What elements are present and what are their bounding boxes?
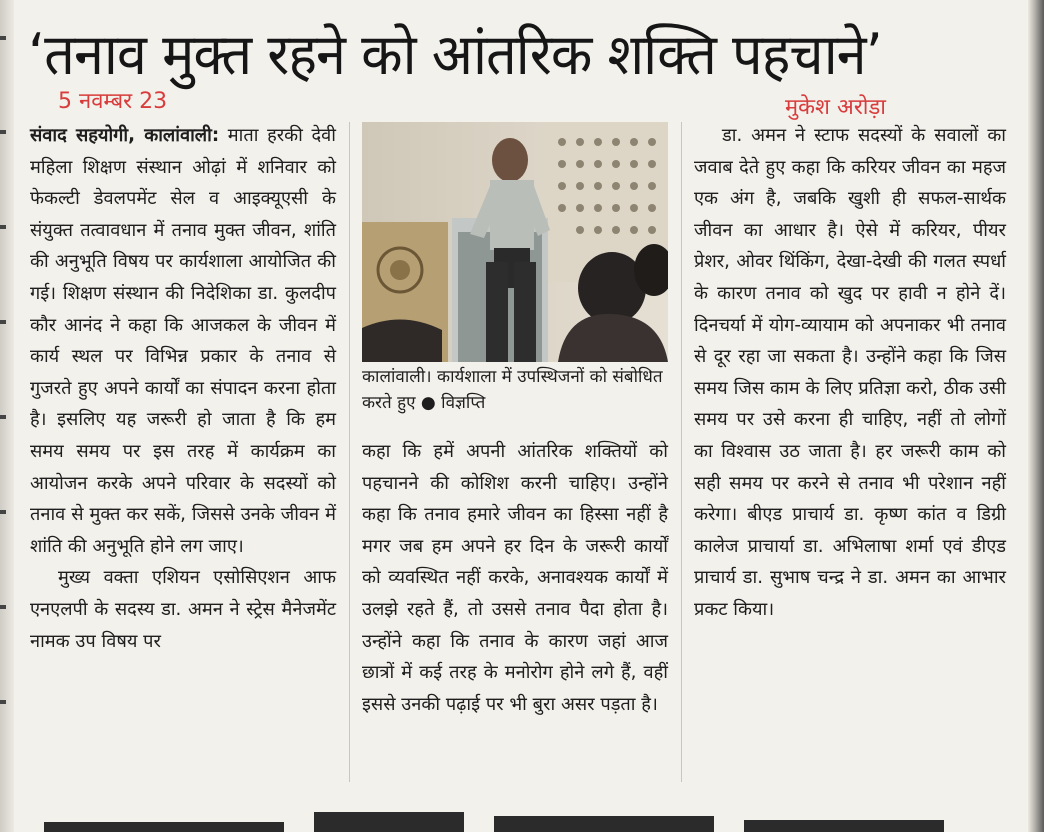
headline: ‘तनाव मुक्त रहने को आंतरिक शक्ति पहचाने’ bbox=[28, 21, 882, 88]
column-divider bbox=[681, 122, 682, 782]
paragraph-2: मुख्य वक्ता एशियन एसोसिएशन आफ एनएलपी के सदस्य डा. अमन ने स्ट्रेस मैनेजमेंट नामक उप विषय पर bbox=[30, 567, 336, 652]
paragraph-4: डा. अमन ने स्टाफ सदस्यों के सवालों का जवाब देते हुए कहा कि करियर जीवन का महज एक अंग है, जबकि खुशी ही सफल-सार्थक जीवन का आधार है। ऐसे में करियर, पीयर प्रेशर, ओवर थिंकिंग, देखा-देखी की गलत स्पर्धा के कारण तनाव को खुद पर हावी न होने दें। दिनचर्या में योग-व्यायाम को अपनाकर भी तनाव से दूर रहा जा सकता है। उन्होंने कहा कि जिस समय जिस काम के लिए प्रतिज्ञा करो, ठीक उसी समय पर उसे करना ही चाहिए, नहीं तो लोगों का विश्वास उठ जाता है। हर जरूरी काम को सही समय पर करने से तनाव भी परेशान नहीं करेगा। बीएड प्राचार्य डा. कृष्ण कांत व डिग्री कालेज प्राचार्या डा. अभिलाषा शर्मा एवं डीएड प्राचार्य डा. सुभाष चन्द्र ने डा. अमन का आभार प्रकट किया। bbox=[694, 125, 1006, 620]
news-photo bbox=[362, 122, 668, 362]
article-column-3 bbox=[694, 120, 1006, 626]
column-divider bbox=[349, 122, 350, 782]
clipping-left-edge bbox=[0, 0, 14, 832]
photo-caption: कालांवाली। कार्यशाला में उपस्थिजनों को संबोधित करते हुए ● विज्ञप्ति bbox=[362, 367, 663, 413]
handwritten-author: मुकेश अरोड़ा bbox=[785, 95, 886, 120]
paragraph-3: कहा कि हमें अपनी आंतरिक शक्तियों को पहचानने की कोशिश करनी चाहिए। उन्होंने कहा कि तनाव हमारे जीवन का हिस्सा नहीं है मगर जब हम अपने हर दिन के जरूरी कार्यों को व्यवस्थित नहीं करके, अनावश्यक कार्यों में उलझे रहते हैं, तो उससे तनाव पैदा होता है। उन्होंने कहा कि तनाव के कारण जहां आज छात्रों में कई तरह के मनोरोग होने लगे हैं, वहीं इससे उनकी पढ़ाई पर भी बुरा असर पड़ता है। bbox=[362, 441, 668, 715]
handwritten-date: 5 नवम्बर 23 bbox=[58, 89, 168, 114]
next-article-cutoff bbox=[14, 800, 1024, 832]
clipping-right-edge bbox=[1028, 0, 1044, 832]
paragraph-1: माता हरकी देवी महिला शिक्षण संस्थान ओढ़ां में शनिवार को फेकल्टी डेवलपमेंट सेल व आइक्यूएसी के संयुक्त तत्वावधान में तनाव मुक्त जीवन, शांति की अनुभूति विषय पर कार्यशाला आयोजित की गई। शिक्षण संस्थान की निदेशिका डा. कुलदीप कौर आनंद ने कहा कि आजकल के जीवन में कार्य स्थल पर विभिन्न प्रकार के तनाव से गुजरते हुए अपने कार्यों का संपादन करना होता है। इसलिए यह जरूरी हो जाता है कि हम समय समय पर इस तरह में कार्यक्रम का आयोजन करके अपने परिवार के सदस्यों को तनाव से मुक्त कर सकें, जिससे उनके जीवन में शांति की अनुभूति होने लग जाए। bbox=[30, 125, 336, 557]
article-column-2 bbox=[362, 436, 668, 720]
article-column-1 bbox=[30, 120, 336, 657]
speaker-photo-illustration bbox=[362, 122, 668, 362]
dateline: संवाद सहयोगी, कालांवाली: bbox=[30, 125, 220, 146]
